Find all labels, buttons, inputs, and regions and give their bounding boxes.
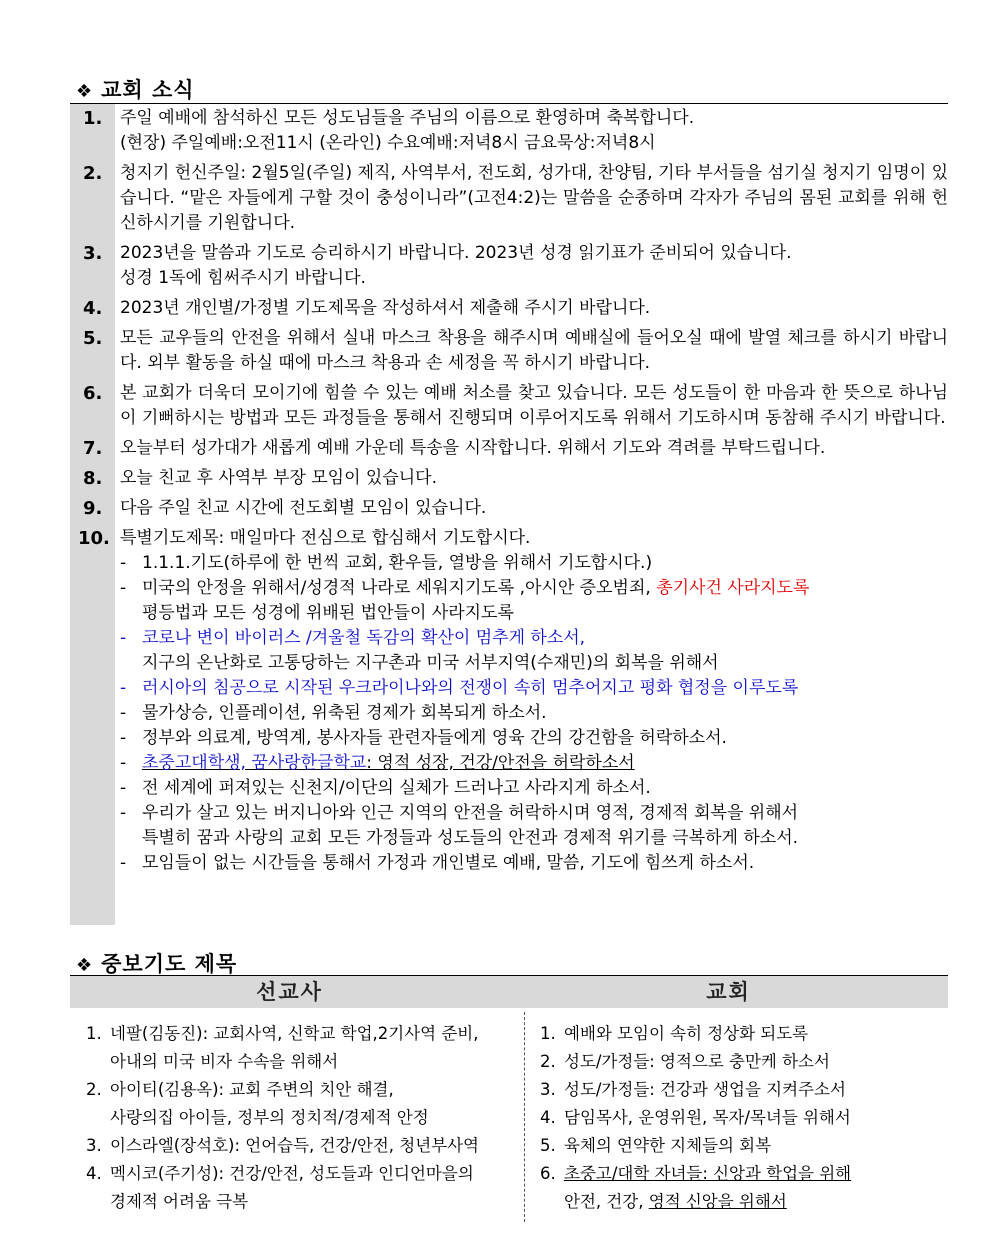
prayer-sub-item [120, 676, 948, 701]
church-text-cont-underlined: 영적 신앙을 위해서 [648, 1192, 787, 1211]
news-item-10 [70, 526, 948, 876]
church-text: 예배와 모임이 속히 정상화 되도록 [564, 1024, 809, 1043]
prayer-sub-item [120, 626, 948, 676]
item-number: 1. [540, 1024, 556, 1043]
prayer-column-header [70, 976, 948, 1008]
item-number: 6. [540, 1164, 556, 1183]
item-number: 4. [540, 1108, 556, 1127]
prayer-text: 모임들이 없는 시간들을 통해서 가정과 개인별로 예배, 말씀, 기도에 힘쓰게 하소서. [142, 853, 755, 873]
missionary-text-cont: 사랑의집 아이들, 정부의 정치적/경제적 안정 [110, 1108, 429, 1127]
church-text-cont: 안전, 건강, [564, 1192, 649, 1211]
news-item-1 [70, 106, 948, 156]
news-item-8 [70, 466, 948, 491]
missionary-column-title: 선교사 [256, 980, 323, 1004]
item-number: 4. [83, 298, 103, 319]
item-number: 3. [86, 1136, 102, 1155]
dash-bullet: - [120, 728, 127, 748]
prayer-text-cont: 특별히 꿈과 사랑의 교회 모든 가정들과 성도들의 안전과 경제적 위기를 극복하게 하소서. [142, 828, 799, 848]
news-section-title [76, 74, 195, 104]
news-item-7-line1: 오늘부터 성가대가 새롭게 예배 가운데 특송을 시작합니다. 위해서 기도와 격려를 부탁드립니다. [120, 438, 826, 458]
prayer-sub-item [120, 576, 948, 626]
prayer-sub-item [120, 726, 948, 751]
missionary-text-cont: 경제적 어려움 극복 [110, 1192, 249, 1211]
news-item-4 [70, 296, 948, 321]
item-number: 7. [83, 438, 103, 459]
church-item [540, 1104, 940, 1132]
news-item-5 [70, 326, 948, 376]
prayer-text-highlight: 총기사건 사라지도록 [656, 578, 810, 598]
dash-bullet: - [120, 803, 127, 823]
prayer-text-highlight: 초중고대학생, 꿈사랑한글학교 [142, 753, 367, 773]
missionary-text: 이스라엘(장석호): 언어습득, 건강/안전, 청년부사역 [110, 1136, 479, 1155]
prayer-sub-item [120, 851, 948, 876]
dash-bullet: - [120, 703, 127, 723]
missionary-item [86, 1132, 516, 1160]
news-item-5-text: 모든 교우들의 안전을 위해서 실내 마스크 착용을 해주시며 예배실에 들어오실 때에 발열 체크를 하시기 바랍니다. 외부 활동을 하실 때에 마스크 착용과 손 세정을 꼭 하시기 바랍니다. [120, 328, 948, 373]
news-item-7 [70, 436, 948, 461]
item-number: 9. [83, 498, 103, 519]
missionary-item [86, 1160, 516, 1216]
diamond-bullet-icon: ❖ [76, 81, 94, 102]
church-item [540, 1160, 940, 1216]
news-item-3-line1: 2023년을 말씀과 기도로 승리하시기 바랍니다. 2023년 성경 읽기표가 준비되어 있습니다. [120, 243, 792, 263]
item-number: 1. [83, 108, 103, 129]
news-item-6-text: 본 교회가 더욱더 모이기에 힘쓸 수 있는 예배 처소를 찾고 있습니다. 모든 성도들이 한 마음과 한 뜻으로 하나님이 기뻐하시는 방법과 모든 과정들을 통해서 진행되며 이루어지도록 위해서 기도하시며 동참해 주시기 바랍니다. [120, 383, 948, 428]
news-item-8-line1: 오늘 친교 후 사역부 부장 모임이 있습니다. [120, 468, 438, 488]
prayer-sub-item [120, 701, 948, 726]
missionary-text: 멕시코(주기성): 건강/안전, 성도들과 인디언마을의 [110, 1164, 474, 1183]
dash-bullet: - [120, 628, 127, 648]
prayer-heading: 중보기도 제목 [101, 952, 238, 976]
prayer-text: 전 세계에 퍼져있는 신천지/이단의 실체가 드러나고 사라지게 하소서. [142, 778, 651, 798]
church-item [540, 1076, 940, 1104]
dash-bullet: - [120, 778, 127, 798]
news-item-3 [70, 241, 948, 291]
dash-bullet: - [120, 678, 127, 698]
missionary-item [86, 1020, 516, 1076]
church-text: 성도/가정들: 영적으로 충만케 하소서 [564, 1052, 830, 1071]
dash-bullet: - [120, 578, 127, 598]
news-divider [70, 103, 948, 104]
prayer-text-highlight: 코로나 변이 바이러스 /겨울철 독감의 확산이 멈추게 하소서, [142, 628, 586, 648]
item-number: 2. [83, 163, 103, 184]
item-number: 10. [78, 528, 110, 549]
prayer-sub-item [120, 551, 948, 576]
item-number: 4. [86, 1164, 102, 1183]
item-number: 2. [86, 1080, 102, 1099]
special-prayer-list [120, 551, 948, 876]
prayer-text: 정부와 의료계, 방역계, 봉사자들 관련자들에게 영육 간의 강건함을 허락하소서. [142, 728, 727, 748]
prayer-sub-item [120, 751, 948, 776]
missionary-text: 아이티(김용옥): 교회 주변의 치안 해결, [110, 1080, 394, 1099]
item-number: 8. [83, 468, 103, 489]
column-divider [524, 1012, 525, 1222]
prayer-text-highlight: 러시아의 침공으로 시작된 우크라이나와의 전쟁이 속히 멈추어지고 평화 협정을 이루도록 [142, 678, 799, 698]
prayer-section-title [76, 948, 237, 978]
item-number: 5. [83, 328, 103, 349]
dash-bullet: - [120, 753, 127, 773]
dash-bullet: - [120, 553, 127, 573]
prayer-text-cont: 지구의 온난화로 고통당하는 지구촌과 미국 서부지역(수재민)의 회복을 위해서 [142, 653, 719, 673]
prayer-sub-item [120, 776, 948, 801]
news-item-6 [70, 381, 948, 431]
dash-bullet: - [120, 853, 127, 873]
prayer-text: 미국의 안정을 위해서/성경적 나라로 세워지기도록 ,아시안 증오범죄, [142, 578, 657, 598]
missionary-text-cont: 아내의 미국 비자 수속을 위해서 [110, 1052, 339, 1071]
diamond-bullet-icon: ❖ [76, 955, 94, 976]
news-item-3-line2: 성경 1독에 힘써주시기 바랍니다. [120, 268, 366, 288]
item-number: 3. [83, 243, 103, 264]
prayer-sub-item [120, 801, 948, 851]
church-text: 담임목사, 운영위원, 목자/목녀들 위해서 [564, 1108, 851, 1127]
church-item [540, 1020, 940, 1048]
prayer-text-cont: 평등법과 모든 성경에 위배된 법안들이 사라지도록 [142, 603, 514, 623]
news-list [70, 106, 948, 881]
prayer-text: 1.1.1.기도(하루에 한 번씩 교회, 환우들, 열방을 위해서 기도합시다.) [142, 553, 653, 573]
church-item [540, 1132, 940, 1160]
news-item-9 [70, 496, 948, 521]
prayer-text: : 영적 성장, 건강/안전을 허락하소서 [366, 753, 635, 773]
item-number: 5. [540, 1136, 556, 1155]
church-text: 초중고/대학 자녀들: 신앙과 학업을 위해 [564, 1164, 852, 1183]
prayer-text: 우리가 살고 있는 버지니아와 인근 지역의 안전을 허락하시며 영적, 경제적 회복을 위해서 [142, 803, 799, 823]
item-number: 3. [540, 1080, 556, 1099]
news-item-2 [70, 161, 948, 236]
church-text: 성도/가정들: 건강과 생업을 지켜주소서 [564, 1080, 846, 1099]
church-text: 육체의 연약한 지체들의 회복 [564, 1136, 772, 1155]
news-item-4-line1: 2023년 개인별/가정별 기도제목을 작성하셔서 제출해 주시기 바랍니다. [120, 298, 651, 318]
news-item-1-line1: 주일 예배에 참석하신 모든 성도님들을 주님의 이름으로 환영하며 축복합니다. [120, 108, 695, 128]
item-number: 1. [86, 1024, 102, 1043]
church-column-title: 교회 [706, 980, 751, 1004]
missionary-item [86, 1076, 516, 1132]
church-prayer-list [540, 1020, 940, 1216]
prayer-text: 물가상승, 인플레이션, 위축된 경제가 회복되게 하소서. [142, 703, 547, 723]
special-prayer-title: 특별기도제목: 매일마다 전심으로 합심해서 기도합시다. [120, 528, 531, 548]
missionary-prayer-list [86, 1020, 516, 1216]
news-heading: 교회 소식 [101, 78, 195, 102]
church-item [540, 1048, 940, 1076]
item-number: 6. [83, 383, 103, 404]
news-item-2-text: 청지기 헌신주일: 2월5일(주일) 제직, 사역부서, 전도회, 성가대, 찬양팀, 기타 부서들을 섬기실 청지기 임명이 있습니다. “맡은 자들에게 구할 것이 충성이니라”(고전4:2)는 말씀을 순종하며 각자가 주님의 몸된 교회를 위해 헌신하시기를 기원합니다. [120, 163, 948, 233]
missionary-text: 네팔(김동진): 교회사역, 신학교 학업,2기사역 준비, [110, 1024, 479, 1043]
item-number: 2. [540, 1052, 556, 1071]
news-item-9-line1: 다음 주일 친교 시간에 전도회별 모임이 있습니다. [120, 498, 487, 518]
news-item-1-line2: (현장) 주일예배:오전11시 (온라인) 수요예배:저녁8시 금요묵상:저녁8시 [120, 133, 656, 153]
